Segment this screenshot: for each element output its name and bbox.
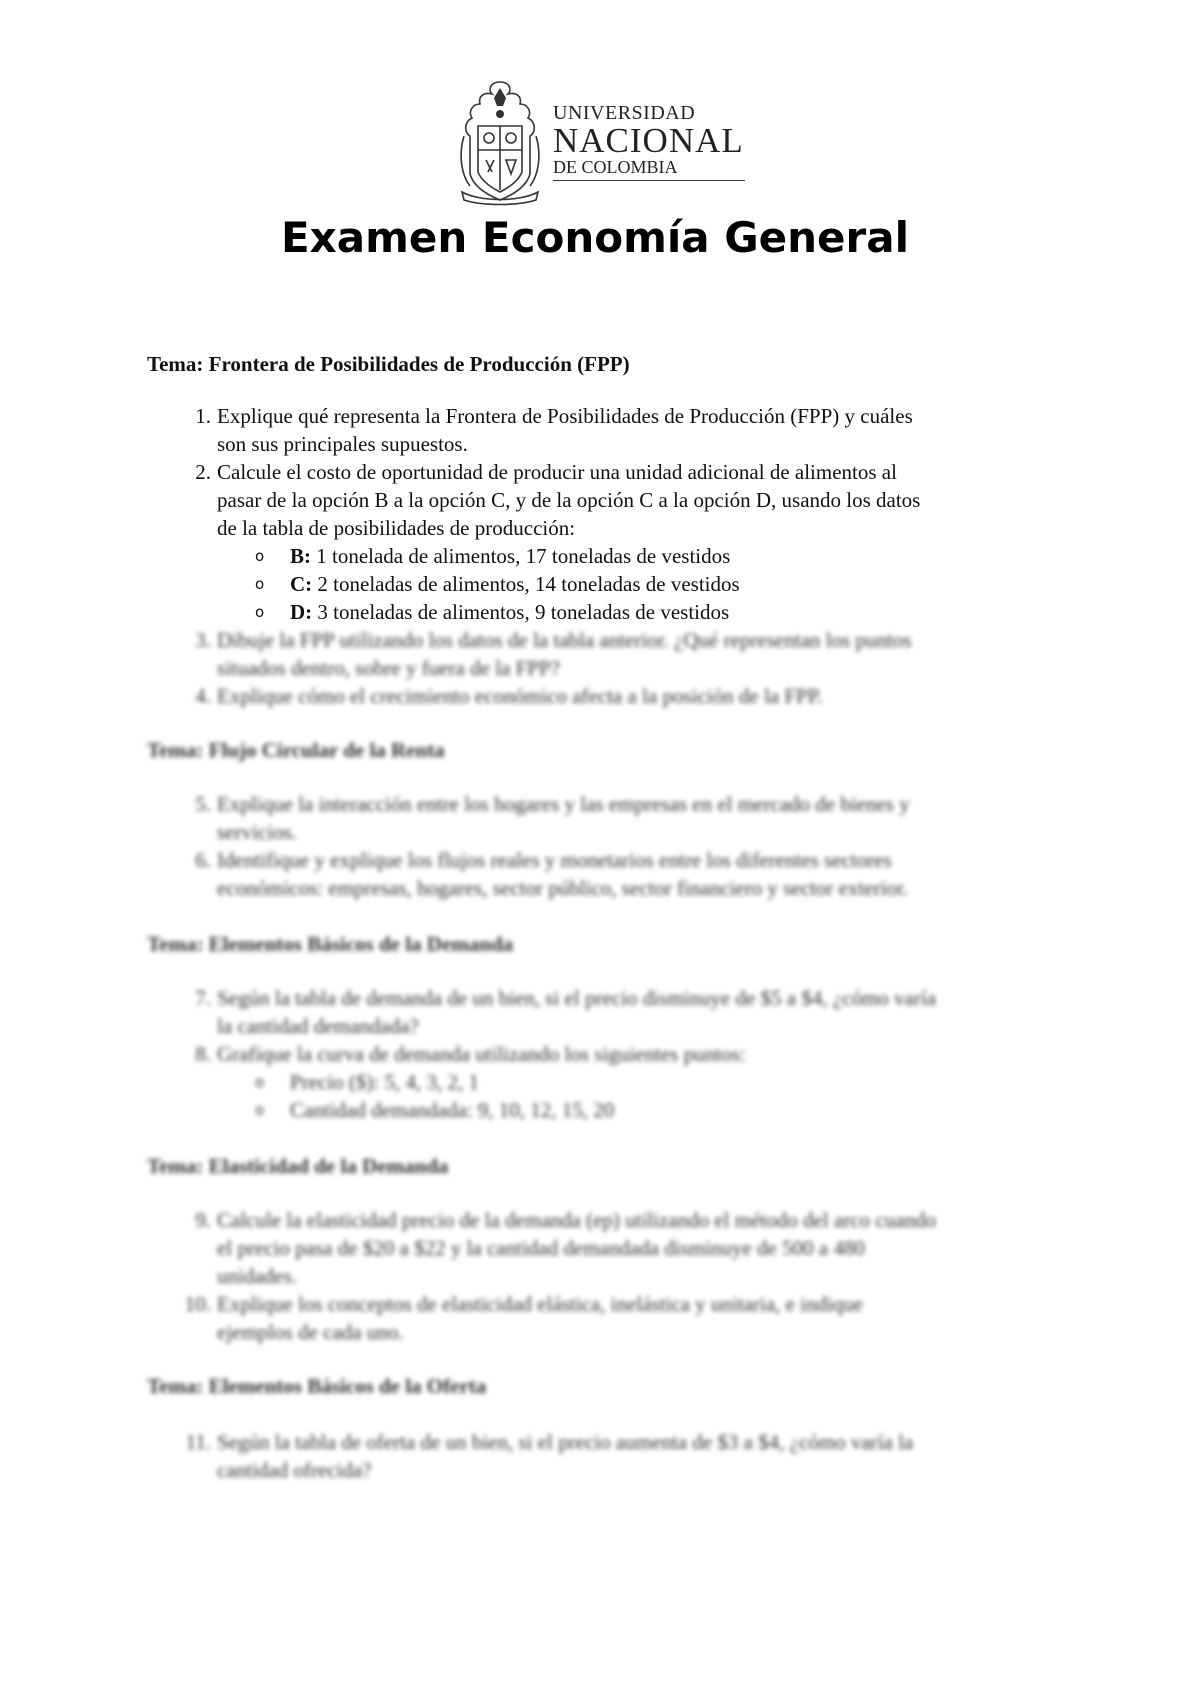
question-number: 5. <box>195 792 211 816</box>
question-line: Calcule la elasticidad precio de la demanda (ep) utilizando el método del arco cuando <box>217 1208 936 1232</box>
list-item-cantidad <box>255 1096 1050 1124</box>
question-number: 11. <box>185 1430 211 1454</box>
question-4 <box>195 682 1047 710</box>
question-line: de la tabla de posibilidades de producción: <box>217 516 576 540</box>
question-8 <box>195 1040 1047 1068</box>
question-line: Dibuje la FPP utilizando los datos de la tabla anterior. ¿Qué representan los puntos <box>217 628 912 652</box>
question-line: unidades. <box>217 1264 297 1288</box>
topic-heading-demanda: Tema: Elementos Básicos de la Demanda <box>147 932 514 956</box>
question-number: 8. <box>195 1042 211 1066</box>
question-number: 10. <box>184 1292 211 1316</box>
question-line: Identifique y explique los flujos reales y monetarios entre los diferentes sectores <box>217 848 892 872</box>
option-text: 1 tonelada de alimentos, 17 toneladas de vestidos <box>311 544 731 568</box>
question-number: 9. <box>195 1208 211 1232</box>
option-label: C: <box>290 572 313 596</box>
coat-of-arms-icon <box>450 76 550 206</box>
exam-title: Examen Economía General <box>280 213 909 262</box>
question-line: Grafique la curva de demanda utilizando los siguientes puntos: <box>217 1042 746 1066</box>
question-line: Explique la interacción entre los hogares y las empresas en el mercado de bienes y <box>217 792 910 816</box>
university-logo <box>450 76 750 206</box>
question-5 <box>195 790 1047 846</box>
topic-heading-flujo-circular: Tema: Flujo Circular de la Renta <box>147 738 445 762</box>
question-line: son sus principales supuestos. <box>217 432 468 456</box>
question-10 <box>184 1290 1047 1346</box>
question-line: la cantidad demandada? <box>217 1014 419 1038</box>
bullet-icon: o <box>255 1073 265 1091</box>
logo-wordmark <box>553 103 753 181</box>
question-3 <box>195 626 1047 682</box>
topic-heading-fpp: Tema: Frontera de Posibilidades de Producción (FPP) <box>147 352 630 376</box>
question-line: Según la tabla de demanda de un bien, si el precio disminuye de $5 a $4, ¿cómo varía <box>217 986 937 1010</box>
question-line: servicios. <box>217 820 297 844</box>
logo-divider <box>553 180 745 181</box>
question-number: 4. <box>195 684 211 708</box>
option-text: 2 toneladas de alimentos, 14 toneladas de vestidos <box>312 572 740 596</box>
question-number: 3. <box>195 628 211 652</box>
question-number: 2. <box>195 460 211 484</box>
bullet-icon: o <box>255 1101 265 1119</box>
topic-heading-oferta: Tema: Elementos Básicos de la Oferta <box>147 1374 487 1398</box>
question-7 <box>195 984 1047 1040</box>
item-text: Precio ($): 5, 4, 3, 2, 1 <box>290 1070 479 1094</box>
list-item-option-b <box>255 542 1050 570</box>
question-1 <box>195 402 1047 458</box>
question-6 <box>195 846 1047 902</box>
question-line: económicos: empresas, hogares, sector público, sector financiero y sector exterior. <box>217 876 909 900</box>
logo-line-de-colombia: DE COLOMBIA <box>553 157 678 177</box>
option-label: D: <box>290 600 313 624</box>
list-item-option-d <box>255 598 1050 626</box>
logo-line-universidad: UNIVERSIDAD <box>553 102 696 124</box>
question-11 <box>185 1428 1047 1484</box>
bullet-icon: o <box>255 547 265 565</box>
question-line: Explique los conceptos de elasticidad elástica, inelástica y unitaria, e indique <box>217 1292 864 1316</box>
question-number: 6. <box>195 848 211 872</box>
option-label: B: <box>290 544 311 568</box>
logo-line-nacional: NACIONAL <box>553 121 744 160</box>
question-line: ejemplos de cada uno. <box>217 1320 404 1344</box>
question-line: Explique cómo el crecimiento económico afecta a la posición de la FPP. <box>217 684 823 708</box>
question-line: Según la tabla de oferta de un bien, si el precio aumenta de $3 a $4, ¿cómo varía la <box>217 1430 914 1454</box>
question-number: 1. <box>195 404 211 428</box>
bullet-icon: o <box>255 575 265 593</box>
option-text: 3 toneladas de alimentos, 9 toneladas de vestidos <box>312 600 730 624</box>
topic-heading-elasticidad: Tema: Elasticidad de la Demanda <box>147 1154 449 1178</box>
question-number: 7. <box>195 986 211 1010</box>
question-2 <box>195 458 1047 542</box>
question-line: Explique qué representa la Frontera de Posibilidades de Producción (FPP) y cuáles <box>217 404 913 428</box>
list-item-precio <box>255 1068 1050 1096</box>
question-line: el precio pasa de $20 a $22 y la cantidad demandada disminuye de 500 a 480 <box>217 1236 865 1260</box>
question-line: Calcule el costo de oportunidad de producir una unidad adicional de alimentos al <box>217 460 897 484</box>
question-9 <box>195 1206 1047 1290</box>
list-item-option-c <box>255 570 1050 598</box>
question-line: cantidad ofrecida? <box>217 1458 372 1482</box>
bullet-icon: o <box>255 603 265 621</box>
item-text: Cantidad demandada: 9, 10, 12, 15, 20 <box>290 1098 615 1122</box>
question-line: situados dentro, sobre y fuera de la FPP? <box>217 656 560 680</box>
question-line: pasar de la opción B a la opción C, y de la opción C a la opción D, usando los datos <box>217 488 921 512</box>
